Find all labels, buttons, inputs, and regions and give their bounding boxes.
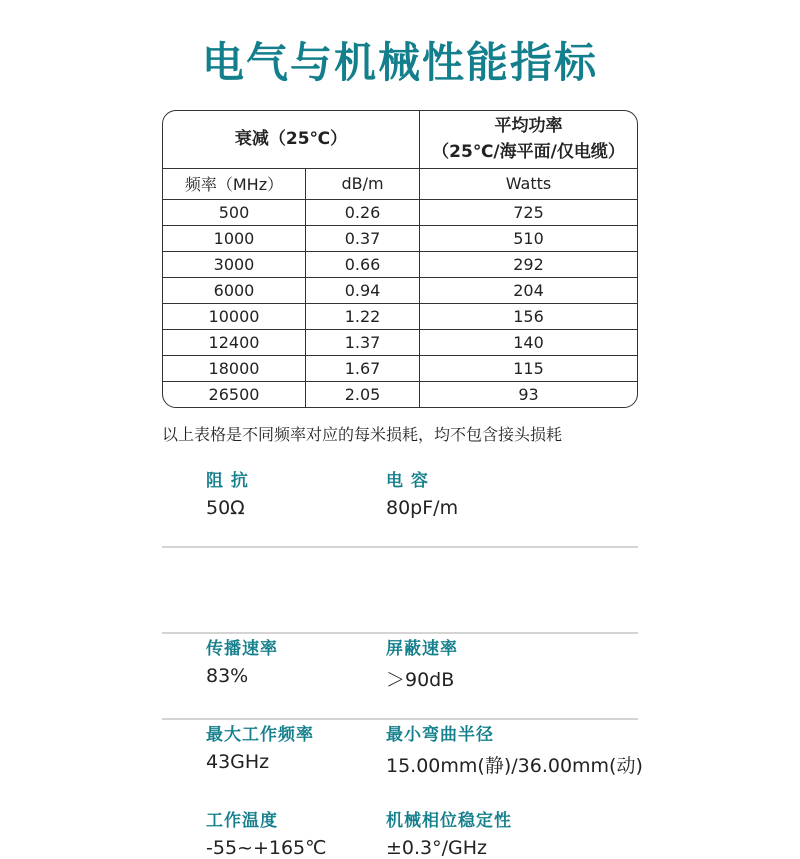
- power-cell: 115: [420, 356, 638, 382]
- frequency-cell: 3000: [163, 251, 306, 277]
- property-row: [162, 720, 638, 859]
- property-label: 电 容: [386, 471, 429, 491]
- attenuation-header: 衰减（25℃）: [163, 111, 420, 168]
- frequency-cell: 18000: [163, 356, 306, 382]
- attenuation-cell: 0.94: [306, 277, 420, 303]
- property-impedance: [206, 466, 249, 519]
- power-cell: 204: [420, 277, 638, 303]
- property-value: 15.00mm(静)/36.00mm(动): [386, 755, 643, 777]
- property-row: [162, 548, 638, 691]
- frequency-cell: 500: [163, 199, 306, 225]
- property-value: -55~+165℃: [206, 837, 327, 859]
- frequency-cell: 1000: [163, 225, 306, 251]
- power-header: [420, 111, 638, 168]
- property-label: 传播速率: [206, 639, 278, 659]
- property-value: 50Ω: [206, 497, 245, 519]
- frequency-cell: 6000: [163, 277, 306, 303]
- table-row: [163, 356, 637, 382]
- property-label: 最小弯曲半径: [386, 725, 494, 745]
- page-title: 电气与机械性能指标: [201, 38, 598, 87]
- property-row: [162, 634, 643, 777]
- power-cell: 140: [420, 329, 638, 355]
- property-value: 83%: [206, 665, 249, 687]
- power-cell: 510: [420, 225, 638, 251]
- table-row: [163, 329, 637, 355]
- column-header-db: dB/m: [306, 168, 420, 199]
- property-capacitance: [386, 466, 458, 519]
- power-cell: 725: [420, 199, 638, 225]
- table-row: [163, 199, 637, 225]
- properties-section: [162, 462, 643, 859]
- power-header-line2: （25℃/海平面/仅电缆）: [432, 142, 625, 163]
- table-row: [163, 225, 637, 251]
- attenuation-cell: 2.05: [306, 382, 420, 407]
- property-value: ±0.3°/GHz: [386, 837, 488, 859]
- property-value: 80pF/m: [386, 497, 459, 519]
- frequency-cell: 12400: [163, 329, 306, 355]
- table-row: [163, 303, 637, 329]
- attenuation-power-table: [162, 110, 638, 408]
- property-label: 工作温度: [206, 811, 278, 831]
- property-phase-stability: [386, 806, 512, 859]
- frequency-cell: 26500: [163, 382, 306, 407]
- attenuation-cell: 1.37: [306, 329, 420, 355]
- table-row: [163, 277, 637, 303]
- property-label: 最大工作频率: [206, 725, 314, 745]
- frequency-cell: 10000: [163, 303, 306, 329]
- power-cell: 93: [420, 382, 638, 407]
- attenuation-cell: 0.37: [306, 225, 420, 251]
- column-header-watts: Watts: [420, 168, 638, 199]
- property-label: 屏蔽速率: [386, 639, 458, 659]
- attenuation-cell: 1.22: [306, 303, 420, 329]
- power-header-line1: 平均功率: [494, 116, 563, 137]
- table-row: [163, 382, 637, 407]
- attenuation-cell: 0.26: [306, 199, 420, 225]
- attenuation-cell: 1.67: [306, 356, 420, 382]
- property-label: 阻 抗: [206, 471, 249, 491]
- table-footnote: 以上表格是不同频率对应的每米损耗，均不包含接头损耗: [162, 425, 563, 444]
- power-cell: 292: [420, 251, 638, 277]
- table-row: [163, 251, 637, 277]
- property-value: 43GHz: [206, 751, 270, 773]
- property-row: [162, 462, 638, 548]
- property-operating-temperature: [206, 806, 326, 859]
- property-label: 机械相位稳定性: [386, 811, 512, 831]
- property-value: ＞90dB: [386, 669, 455, 691]
- column-header-frequency: 频率（MHz）: [163, 168, 306, 199]
- attenuation-cell: 0.66: [306, 251, 420, 277]
- power-cell: 156: [420, 303, 638, 329]
